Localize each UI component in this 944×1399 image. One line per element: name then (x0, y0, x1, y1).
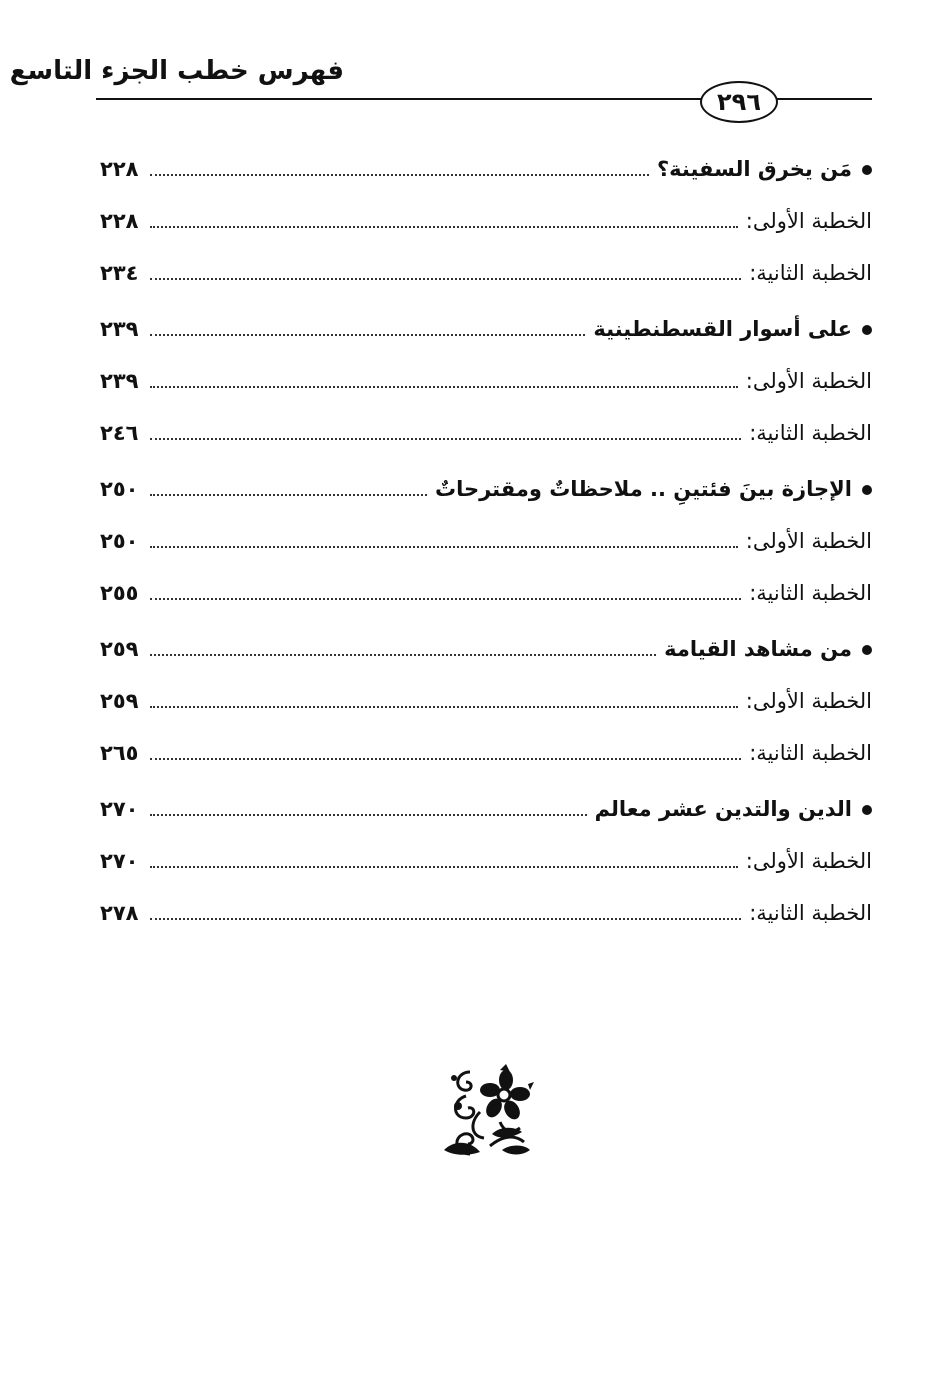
toc-entry-title: الخطبة الأولى: (745, 209, 872, 233)
page-number-badge: ٢٩٦ (700, 81, 778, 123)
toc-entry (100, 356, 872, 396)
toc-entry (100, 144, 872, 184)
toc-entry-title: الخطبة الثانية: (749, 421, 872, 445)
dot-leader (150, 758, 741, 760)
toc-entry (100, 728, 872, 768)
dot-leader (150, 386, 738, 388)
dot-leader (150, 334, 585, 336)
toc-entry (100, 568, 872, 608)
toc-entry-title: من مشاهد القيامة (656, 634, 872, 664)
toc-entry-page: ٢٥٥ (100, 581, 139, 605)
toc-entry-page: ٢٣٤ (100, 261, 139, 285)
toc-entry-page: ٢٧٨ (100, 901, 139, 925)
toc-entry-page: ٢٧٠ (100, 797, 139, 821)
toc-entry-title: الخطبة الثانية: (749, 261, 872, 285)
toc-entry (100, 196, 872, 236)
toc-entry-title: الخطبة الثانية: (749, 901, 872, 925)
toc-entry (100, 836, 872, 876)
toc-entry (100, 408, 872, 448)
dot-leader (150, 278, 741, 280)
bullet-icon (862, 805, 872, 815)
toc-entry (100, 304, 872, 344)
dot-leader (150, 814, 587, 816)
toc-entry-page: ٢٤٦ (100, 421, 139, 445)
bullet-icon (862, 485, 872, 495)
dot-leader (150, 598, 741, 600)
toc-entry-page: ٢٥٠ (100, 529, 139, 553)
toc-entry-title: الخطبة الأولى: (745, 849, 872, 873)
toc-entry (100, 888, 872, 928)
dot-leader (150, 706, 738, 708)
toc-entry (100, 624, 872, 664)
bullet-icon (862, 165, 872, 175)
dot-leader (150, 494, 427, 496)
toc-entry-title: الخطبة الأولى: (745, 529, 872, 553)
bullet-icon (862, 645, 872, 655)
toc-entry-page: ٢٣٩ (100, 369, 139, 393)
dot-leader (150, 866, 738, 868)
toc-entry-title: مَن يخرق السفينة؟ (649, 154, 872, 184)
bullet-icon (862, 325, 872, 335)
toc-entry-page: ٢٥٩ (100, 689, 139, 713)
header-title: فهرس خطب الجزء التاسع (9, 56, 344, 86)
toc-entry (100, 516, 872, 556)
toc-entry-page: ٢٣٩ (100, 317, 139, 341)
toc-entry (100, 464, 872, 504)
toc-entry-page: ٢٢٨ (100, 157, 139, 181)
dot-leader (150, 654, 656, 656)
toc-entry-page: ٢٢٨ (100, 209, 139, 233)
toc-entry-title: الخطبة الثانية: (749, 741, 872, 765)
dot-leader (150, 918, 741, 920)
toc-entry (100, 676, 872, 716)
toc-entry-title: الخطبة الأولى: (745, 369, 872, 393)
toc-entry-page: ٢٧٠ (100, 849, 139, 873)
dot-leader (150, 438, 741, 440)
toc-entry (100, 248, 872, 288)
toc-entry-title: الخطبة الثانية: (749, 581, 872, 605)
toc-entry-page: ٢٥٩ (100, 637, 139, 661)
toc-entry-title: الدين والتدين عشر معالم (587, 794, 872, 824)
toc-entry (100, 784, 872, 824)
toc-entry-title: الخطبة الأولى: (745, 689, 872, 713)
toc-entry-title: على أسوار القسطنطينية (585, 314, 872, 344)
toc-entry-page: ٢٦٥ (100, 741, 139, 765)
dot-leader (150, 174, 649, 176)
dot-leader (150, 226, 738, 228)
dot-leader (150, 546, 738, 548)
page-header (9, 56, 872, 126)
toc-entry-title: الإجازة بينَ فئتينِ .. ملاحظاتٌ ومقترحاتٌ (427, 474, 872, 504)
toc-entry-page: ٢٥٠ (100, 477, 139, 501)
floral-ornament-icon (440, 1062, 536, 1158)
